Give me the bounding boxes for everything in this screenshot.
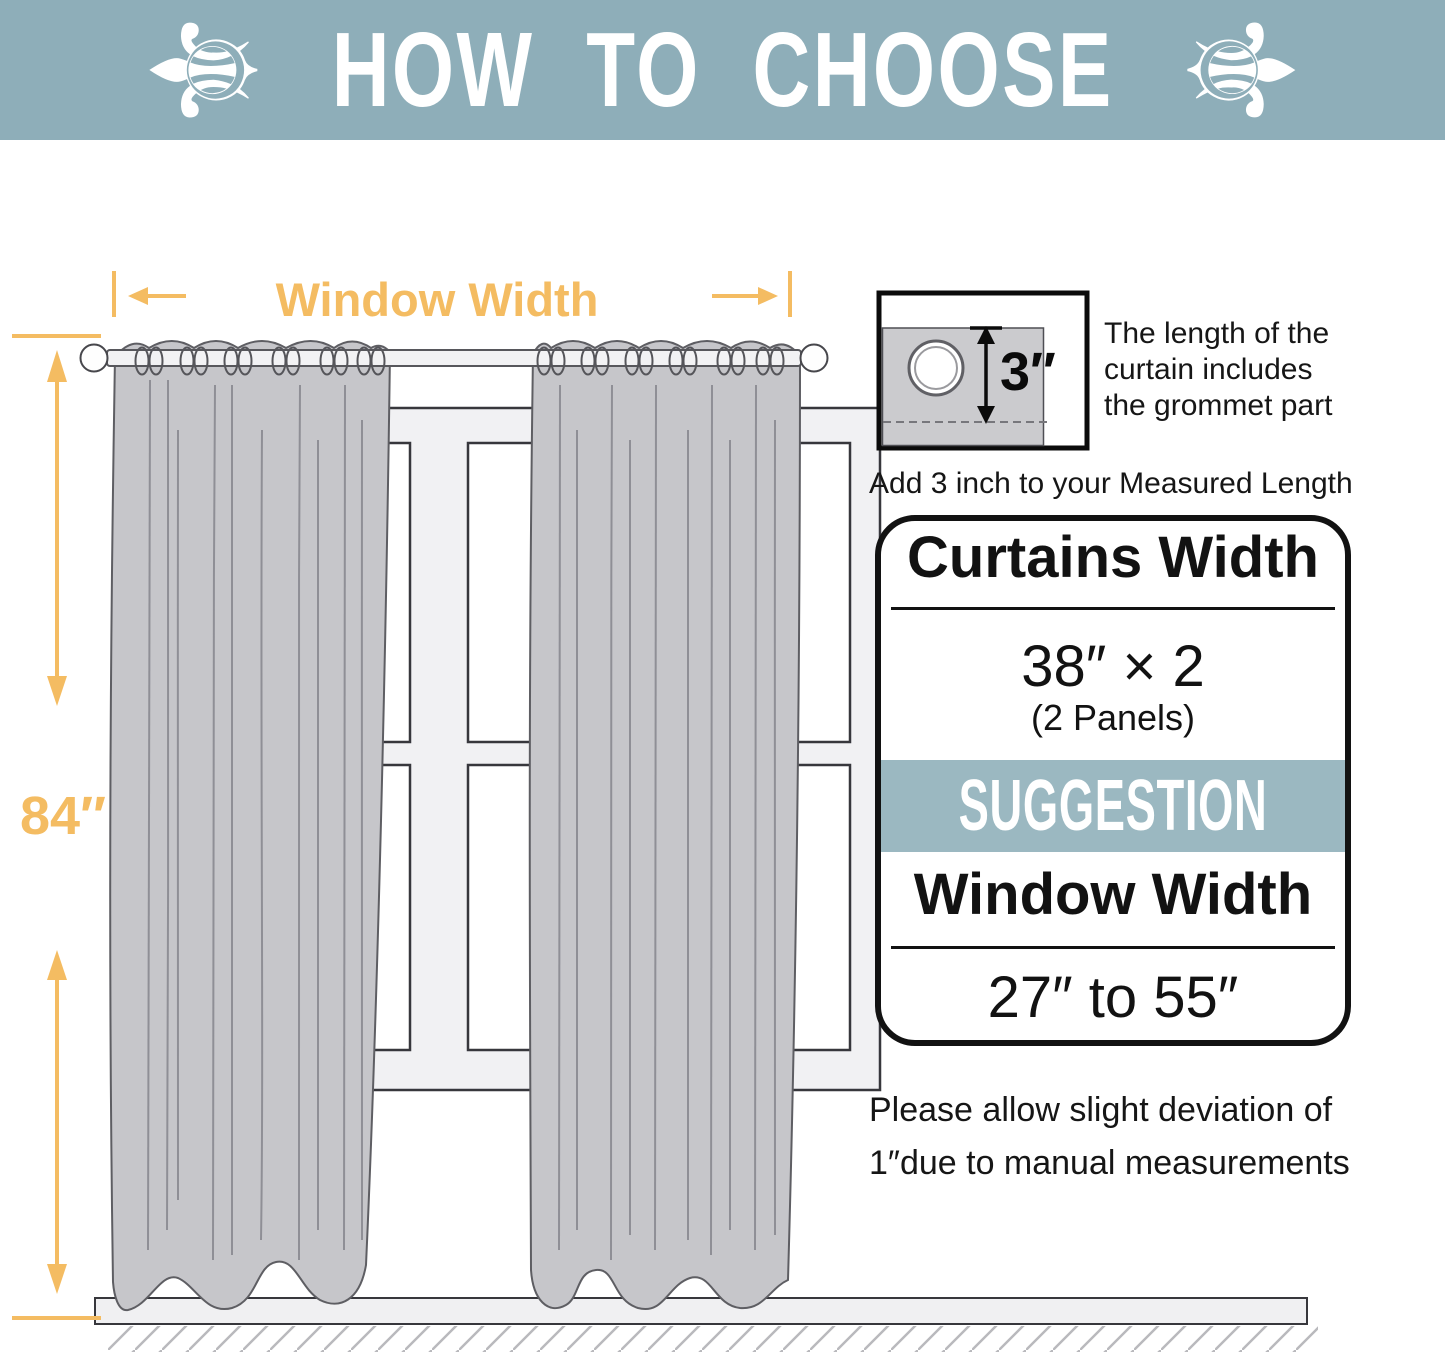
add-length-instruction: Add 3 inch to your Measured Length — [869, 467, 1353, 500]
right-curtain-panel — [530, 341, 800, 1309]
grommet-note-line1: The length of the — [1104, 317, 1330, 350]
curtain-length-label: 84″ — [20, 786, 106, 846]
fleur-de-lis-right-icon: ⚜ — [1152, 3, 1325, 137]
grommet-note-line2: curtain includes — [1104, 353, 1313, 386]
window-width-label: Window Width — [275, 273, 599, 326]
curtains-width-value: 38″ × 2 — [1021, 634, 1205, 699]
size-suggestion-card — [875, 515, 1351, 1046]
footnote-line1: Please allow slight deviation of — [869, 1091, 1333, 1129]
suggestion-label: SUGGESTION — [958, 766, 1268, 846]
footnote-line2: 1″due to manual measurements — [869, 1144, 1350, 1182]
card-divider-top — [891, 607, 1335, 610]
grommet-height-label: 3″ — [1000, 342, 1056, 402]
curtains-width-title: Curtains Width — [907, 525, 1319, 590]
fleur-de-lis-left-icon: ⚜ — [120, 3, 293, 137]
left-curtain-panel — [110, 341, 390, 1310]
window-width-value: 27″ to 55″ — [987, 965, 1239, 1030]
grommet-note — [1104, 316, 1332, 424]
suggestion-band — [881, 760, 1345, 852]
grommet-note-line3: the grommet part — [1104, 389, 1333, 422]
window-width-title: Window Width — [913, 862, 1313, 927]
deviation-footnote — [869, 1084, 1350, 1190]
rod-finial-right — [801, 345, 828, 372]
floor-hatching — [108, 1326, 1318, 1352]
grommet-detail-box — [879, 293, 1087, 448]
panels-note: (2 Panels) — [1030, 697, 1196, 738]
floor — [95, 1298, 1318, 1352]
rod-finial-left — [81, 345, 108, 372]
grommet-ring-icon — [909, 341, 963, 395]
card-divider-bottom — [891, 946, 1335, 949]
banner-title: HOW TO CHOOSE — [331, 10, 1114, 130]
